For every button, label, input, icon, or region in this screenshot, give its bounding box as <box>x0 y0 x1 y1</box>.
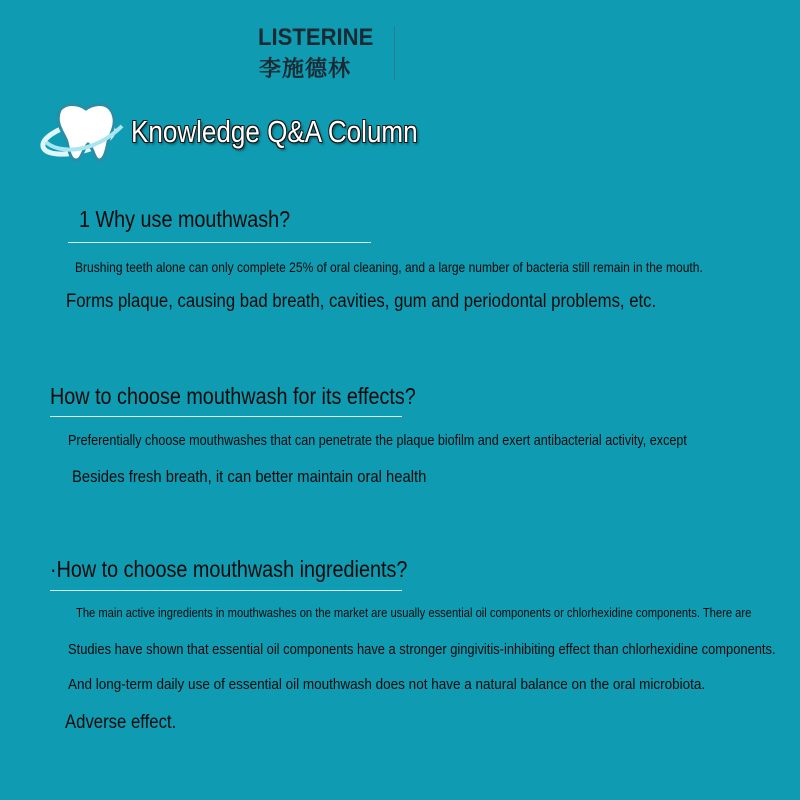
brand-name: LISTERINE <box>258 24 374 51</box>
section-1-heading: 1 Why use mouthwash? <box>79 206 291 232</box>
section-3-rule <box>50 590 402 591</box>
section-3-line-4: Adverse effect. <box>65 712 177 733</box>
column-title: Knowledge Q&A Column <box>131 114 418 149</box>
section-3-line-2: Studies have shown that essential oil components have a stronger gingivitis-inhibiting effect than chlorhexidine components. <box>68 641 776 658</box>
section-1-line-1: Brushing teeth alone can only complete 25% of oral cleaning, and a large number of bacteria still remain in the mouth. <box>75 259 703 275</box>
brand-logo <box>258 24 398 84</box>
section-3-line-1: The main active ingredients in mouthwashes on the market are usually essential oil components or chlorhexidine components. There are <box>76 605 752 620</box>
tooth-icon <box>38 96 130 166</box>
section-2-heading: How to choose mouthwash for its effects? <box>50 383 416 409</box>
section-3-heading: ·How to choose mouthwash ingredients? <box>50 556 408 582</box>
section-2-line-1: Preferentially choose mouthwashes that can penetrate the plaque biofilm and exert antibacterial activity, except <box>68 432 687 449</box>
section-3-line-3: And long-term daily use of essential oil mouthwash does not have a natural balance on the oral microbiota. <box>68 676 706 693</box>
section-2-line-2: Besides fresh breath, it can better maintain oral health <box>72 467 427 486</box>
section-2-rule <box>50 416 402 417</box>
brand-name-cn: 李施德林 <box>259 57 352 82</box>
section-1-rule <box>68 242 371 243</box>
brand-divider <box>394 26 395 80</box>
section-1-line-2: Forms plaque, causing bad breath, cavities, gum and periodontal problems, etc. <box>66 291 657 312</box>
